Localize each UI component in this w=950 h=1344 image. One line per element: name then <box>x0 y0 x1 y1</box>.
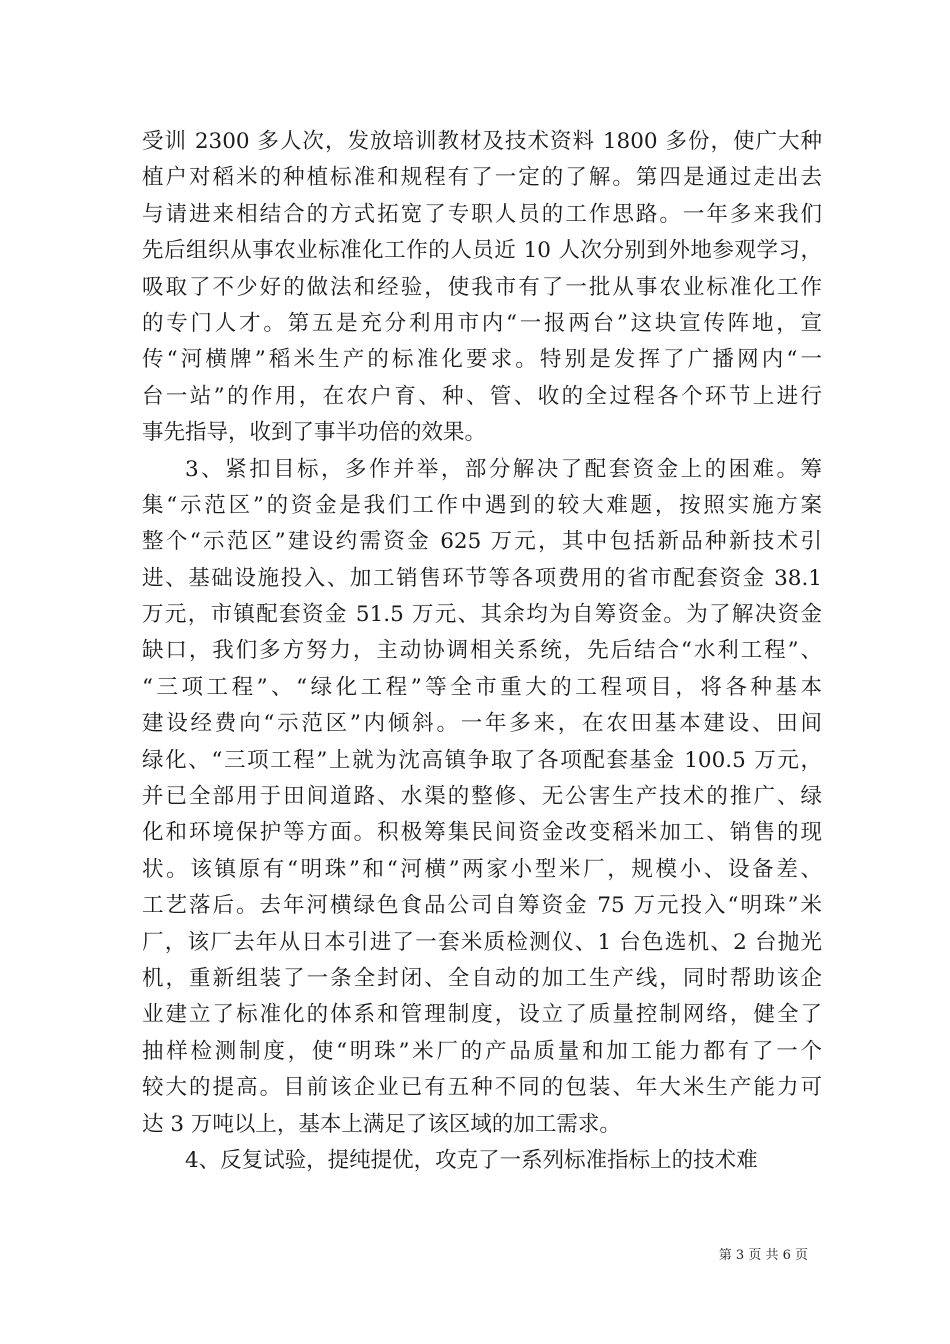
body-line: 事先指导，收到了事半功倍的效果。 <box>142 420 487 446</box>
body-line: 缺口，我们多方努力，主动协调相关系统，先后结合“水利工程”、 <box>142 638 822 664</box>
body-line: 并已全部用于田间道路、水渠的整修、无公害生产技术的推广、绿 <box>142 784 822 810</box>
body-line: 先后组织从事农业标准化工作的人员近 10 人次分别到外地参观学习， <box>142 238 822 264</box>
body-line: 机，重新组装了一条全封闭、全自动的加工生产线，同时帮助该企 <box>142 965 822 991</box>
body-line: 与请进来相结合的方式拓宽了专职人员的工作思路。一年多来我们 <box>142 201 822 227</box>
body-line: 的专门人才。第五是充分利用市内“一报两台”这块宣传阵地，宣 <box>142 310 822 336</box>
body-line: 绿化、“三项工程”上就为沈高镇争取了各项配套基金 100.5 万元， <box>142 747 822 773</box>
section-3-heading-line: 3、紧扣目标，多作并举，部分解决了配套资金上的困难。筹 <box>185 456 822 482</box>
page-number: 第 3 页 共 6 页 <box>718 1248 808 1263</box>
body-line: “三项工程”、“绿化工程”等全市重大的工程项目，将各种基本 <box>142 674 822 700</box>
body-line: 业建立了标准化的体系和管理制度，设立了质量控制网络，健全了 <box>142 1002 822 1028</box>
body-line: 工艺落后。去年河横绿色食品公司自筹资金 75 万元投入“明珠”米 <box>142 893 822 919</box>
body-line: 进、基础设施投入、加工销售环节等各项费用的省市配套资金 38.1 <box>142 565 822 591</box>
body-line: 较大的提高。目前该企业已有五种不同的包装、年大米生产能力可 <box>142 1075 822 1101</box>
body-line: 厂，该厂去年从日本引进了一套米质检测仪、1 台色选机、2 台抛光 <box>142 929 822 955</box>
body-line: 传“河横牌”稻米生产的标准化要求。特别是发挥了广播网内“一 <box>142 347 822 373</box>
section-4-heading-line: 4、反复试验，提纯提优，攻克了一系列标准指标上的技术难 <box>185 1147 758 1173</box>
body-line: 达 3 万吨以上，基本上满足了该区域的加工需求。 <box>142 1111 621 1137</box>
body-line: 状。该镇原有“明珠”和“河横”两家小型米厂，规模小、设备差、 <box>142 856 822 882</box>
body-line: 万元，市镇配套资金 51.5 万元、其余均为自筹资金。为了解决资金 <box>142 602 822 628</box>
body-line: 集“示范区”的资金是我们工作中遇到的较大难题，按照实施方案 <box>142 492 822 518</box>
body-line: 抽样检测制度，使“明珠”米厂的产品质量和加工能力都有了一个 <box>142 1038 822 1064</box>
document-body <box>142 124 822 1179</box>
body-line: 整个“示范区”建设约需资金 625 万元，其中包括新品种新技术引 <box>142 529 822 555</box>
body-line: 受训 2300 多人次，发放培训教材及技术资料 1800 多份，使广大种 <box>142 129 822 154</box>
body-line: 建设经费向“示范区”内倾斜。一年多来，在农田基本建设、田间 <box>142 711 822 737</box>
body-line: 台一站”的作用，在农户育、种、管、收的全过程各个环节上进行 <box>142 383 822 409</box>
body-line: 化和环境保护等方面。积极筹集民间资金改变稻米加工、销售的现 <box>142 820 822 846</box>
body-line: 吸取了不少好的做法和经验，使我市有了一批从事农业标准化工作 <box>142 274 822 300</box>
body-line: 植户对稻米的种植标准和规程有了一定的了解。第四是通过走出去 <box>142 165 822 191</box>
